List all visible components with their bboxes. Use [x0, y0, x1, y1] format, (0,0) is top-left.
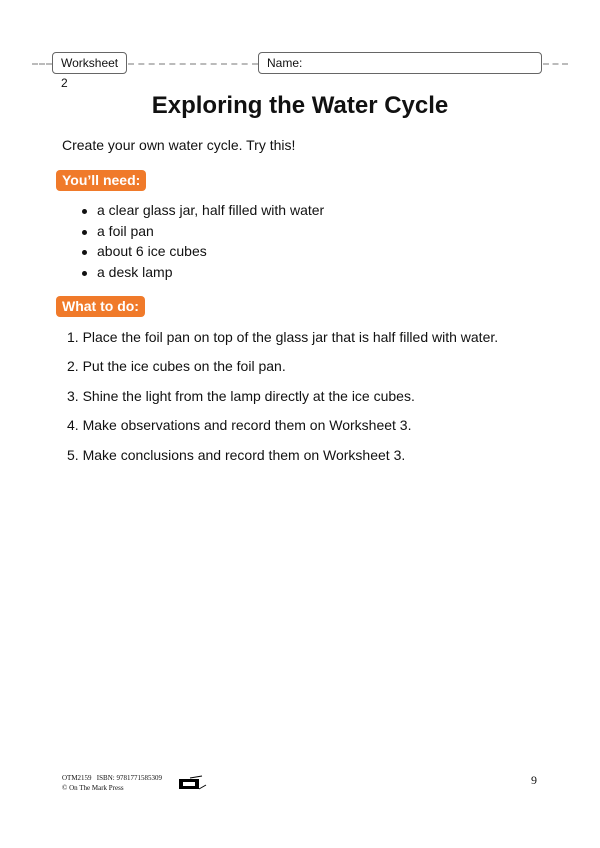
page-title: Exploring the Water Cycle — [151, 92, 449, 119]
name-field[interactable]: Name: — [258, 52, 542, 74]
step: 5. Make conclusions and record them on Worksheet 3. — [67, 447, 406, 463]
step: 1. Place the foil pan on top of the glass jar that is half filled with water. — [67, 329, 499, 345]
page-number: 9 — [531, 773, 537, 787]
todo-heading: What to do: — [56, 296, 145, 317]
list-item — [82, 264, 172, 280]
bullet-icon — [82, 271, 87, 276]
step: 2. Put the ice cubes on the foil pan. — [67, 358, 286, 374]
publisher-logo-icon — [178, 775, 208, 791]
bullet-icon — [82, 250, 87, 255]
step: 3. Shine the light from the lamp directly at the ice cubes. — [67, 388, 415, 404]
list-item — [82, 223, 154, 239]
bullet-icon — [82, 209, 87, 214]
footer-copyright: © On The Mark Press — [62, 784, 124, 792]
divider — [32, 63, 52, 65]
item-text: a foil pan — [97, 223, 154, 239]
divider — [543, 63, 568, 65]
divider — [128, 63, 258, 65]
step: 4. Make observations and record them on Worksheet 3. — [67, 417, 412, 433]
list-item — [82, 243, 207, 259]
bullet-icon — [82, 230, 87, 235]
worksheet-label: Worksheet 2 — [52, 52, 127, 74]
item-text: a clear glass jar, half filled with water — [97, 202, 325, 218]
list-item — [82, 202, 324, 218]
intro-text: Create your own water cycle. Try this! — [62, 137, 296, 153]
needs-heading: You’ll need: — [56, 170, 146, 191]
item-text: a desk lamp — [97, 264, 173, 280]
item-text: about 6 ice cubes — [97, 243, 207, 259]
footer-code: OTM2159 ISBN: 9781771585309 — [62, 774, 162, 782]
